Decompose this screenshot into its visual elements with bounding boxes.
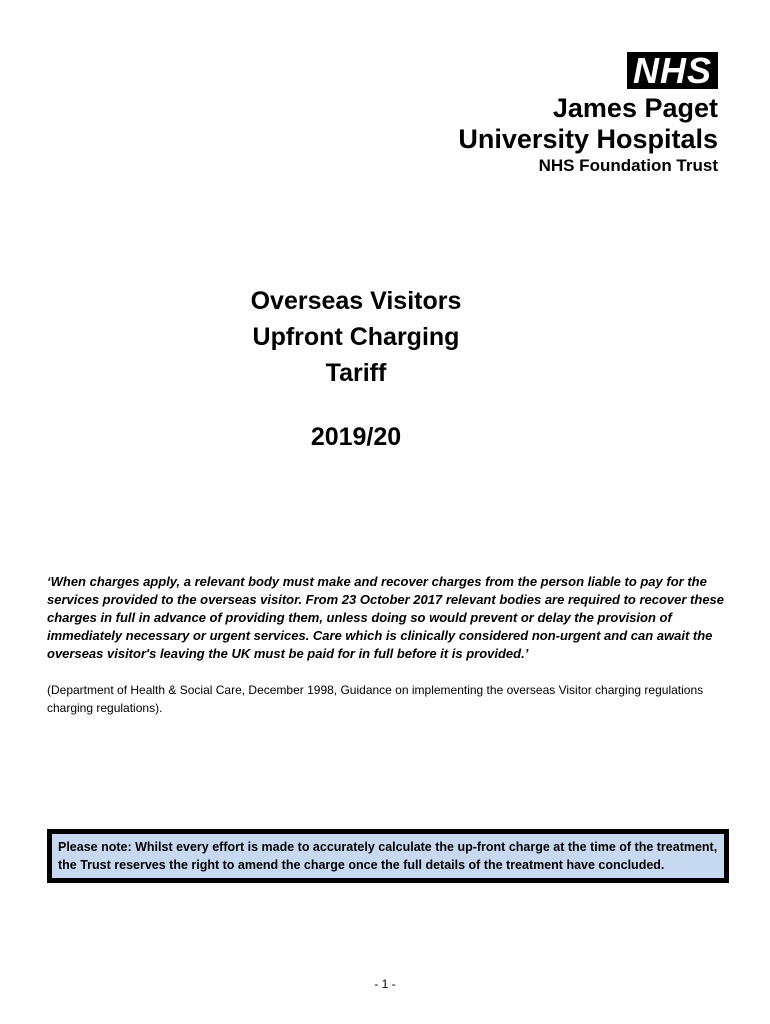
title-line3: Tariff (325, 359, 387, 387)
org-name-line3: NHS Foundation Trust (538, 156, 718, 175)
please-note-box: Please note: Whilst every effort is made to accurately calculate the up-front charge at the time of the treatment, the Trust reserves the right to amend the charge once the full details of the treatment have concluded. (47, 829, 729, 883)
quote-citation: (Department of Health & Social Care, December 1998, Guidance on implementing the overseas Visitor charging regulations charging regulations). (47, 683, 704, 715)
page-number: - 1 - (374, 977, 396, 991)
guidance-quote: ‘When charges apply, a relevant body must make and recover charges from the person liable to pay for the services provided to the overseas visitor. From 23 October 2017 relevant bodies are required to recover these charges in full in advance of providing them, unless doing so would prevent or delay the provision of immediately necessary or urgent services. Care which is clinically considered non-urgent and can await the overseas visitor's leaving the UK must be paid for in full before it is provided.’ (47, 574, 725, 661)
title-line2: Upfront Charging (252, 323, 460, 351)
document-title (200, 283, 512, 391)
tariff-year: 2019/20 (310, 423, 402, 451)
title-line1: Overseas Visitors (250, 287, 462, 315)
nhs-logo (458, 52, 718, 177)
nhs-badge: NHS (627, 52, 718, 89)
org-name-line2: University Hospitals (458, 124, 718, 154)
org-name-line1: James Paget (552, 93, 718, 123)
